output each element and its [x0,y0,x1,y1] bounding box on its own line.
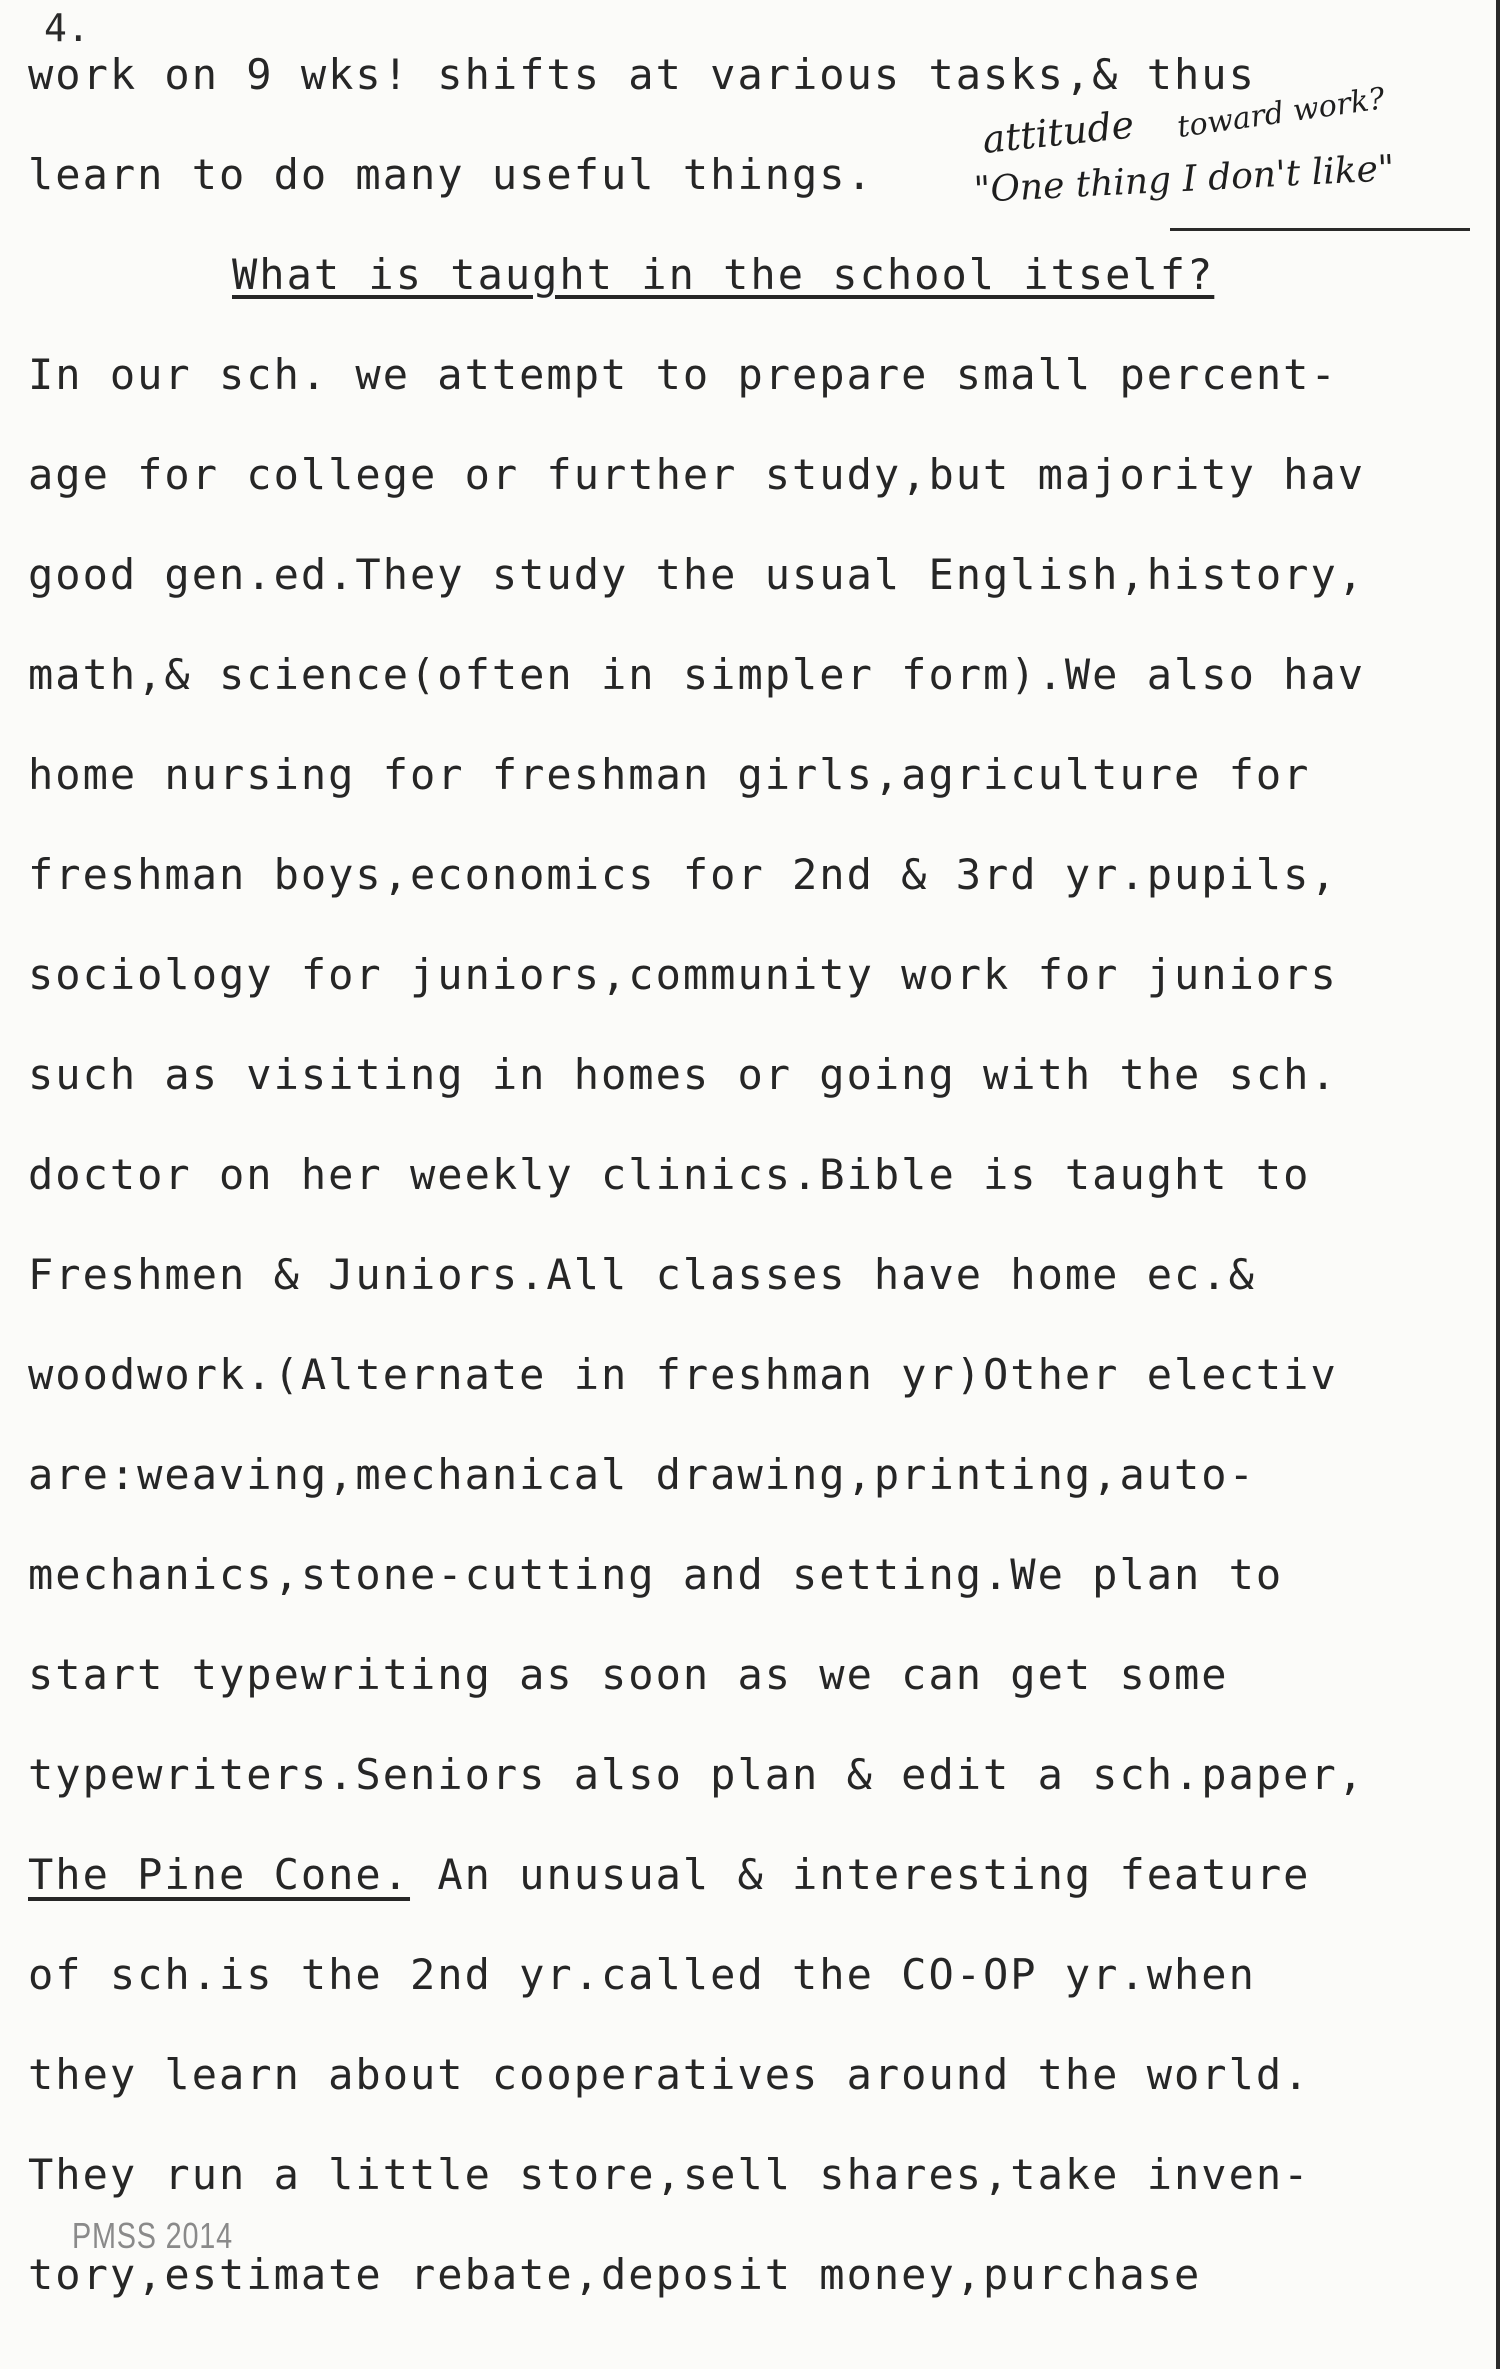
page-number: 4. [44,6,90,50]
text-line: They run a little store,sell shares,take inven- [28,2150,1311,2199]
text-line: age for college or further study,but majority hav [28,450,1366,499]
text-line: such as visiting in homes or going with the sch. [28,1050,1338,1099]
paper-title: The Pine Cone. [28,1850,411,1899]
handwritten-note: toward work? [1175,81,1388,145]
text-line: mechanics,stone-cutting and setting.We plan to [28,1550,1284,1599]
text-line: In our sch. we attempt to prepare small percent- [28,350,1338,399]
text-line: are:weaving,mechanical drawing,printing,auto- [28,1450,1256,1499]
text-line: good gen.ed.They study the usual English,history, [28,550,1366,599]
text-line-rest: An unusual & interesting feature [437,1850,1311,1899]
text-line: math,& science(often in simpler form).We also hav [28,650,1366,699]
handwritten-note: "One thing I don't like" [972,148,1396,211]
text-line: they learn about cooperatives around the world. [28,2050,1311,2099]
text-line: start typewriting as soon as we can get some [28,1650,1229,1699]
text-line: freshman boys,economics for 2nd & 3rd yr.pupils, [28,850,1338,899]
text-line: tory,estimate rebate,deposit money,purchase [28,2250,1202,2299]
handwritten-underline [1170,228,1470,231]
text-line: learn to do many useful things. [28,150,874,199]
section-heading: What is taught in the school itself? [232,250,1215,299]
archive-watermark: PMSS 2014 [72,2215,233,2256]
text-line: of sch.is the 2nd yr.called the CO-OP yr.when [28,1950,1256,1999]
handwritten-note: attitude [980,102,1137,162]
text-line: work on 9 wks! shifts at various tasks,& thus [28,50,1256,99]
text-line: sociology for juniors,community work for juniors [28,950,1338,999]
text-line: home nursing for freshman girls,agriculture for [28,750,1311,799]
text-line: doctor on her weekly clinics.Bible is taught to [28,1150,1311,1199]
text-line: Freshmen & Juniors.All classes have home ec.& [28,1250,1256,1299]
text-line [28,1850,1310,1899]
text-line: typewriters.Seniors also plan & edit a sch.paper, [28,1750,1366,1799]
text-line: woodwork.(Alternate in freshman yr)Other electiv [28,1350,1338,1399]
